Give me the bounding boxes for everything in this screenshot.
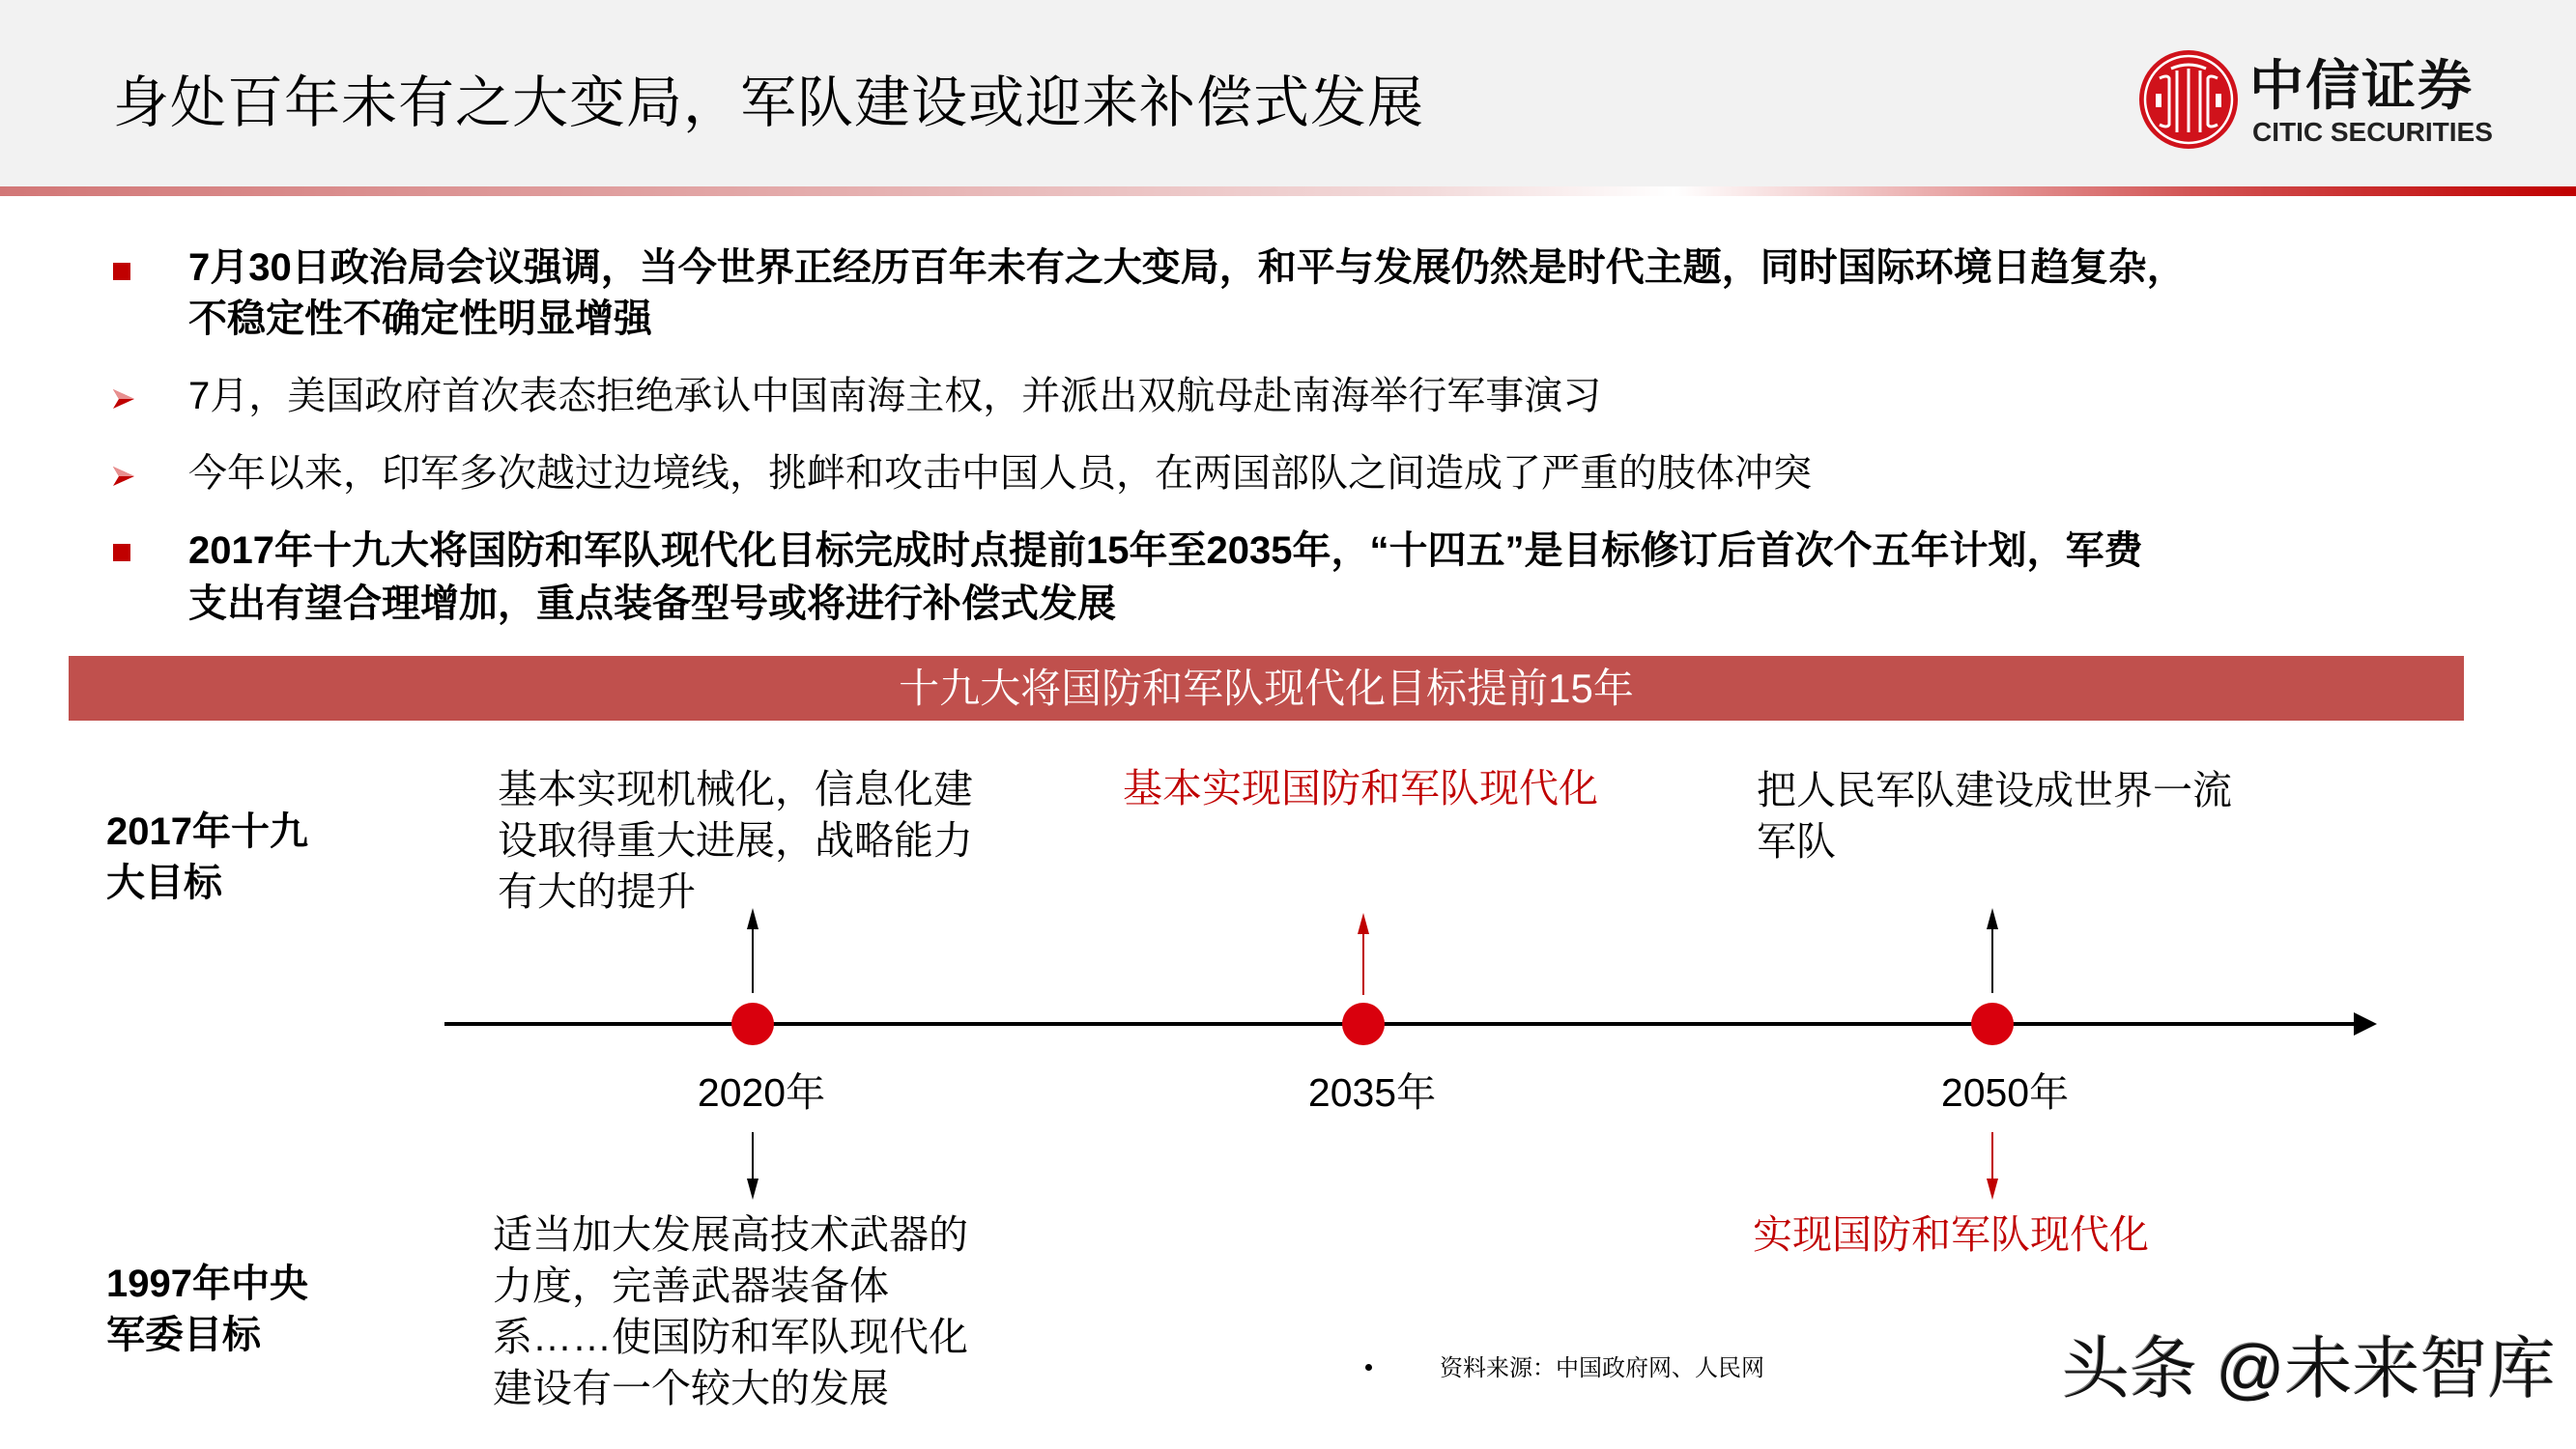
year-label-2050: 2050年 xyxy=(1940,1070,2070,1115)
goal-2035-upper: 基本实现国防和军队现代化 xyxy=(1123,766,1598,810)
sub-bullet-2: 今年以来，印军多次越过边境线，挑衅和攻击中国人员，在两国部队之间造成了严重的肢体冲突 xyxy=(188,452,1812,495)
goal-2050-upper-line-1: 把人民军队建设成世界一流 xyxy=(1757,768,2232,812)
logo-name-cn: 中信证券 xyxy=(2249,54,2474,118)
sub-bullet-1: 7月，美国政府首次表态拒绝承认中国南海主权，并派出双航母赴南海举行军事演习 xyxy=(188,375,1602,417)
row-label-1997-line-1: 1997年中央 xyxy=(106,1263,308,1305)
row-label-1997-line-2: 军委目标 xyxy=(106,1314,261,1356)
goal-2050-lower: 实现国防和军队现代化 xyxy=(1753,1212,2149,1257)
source-bullet-icon xyxy=(1365,1364,1372,1371)
page-title: 身处百年未有之大变局，军队建设或迎来补偿式发展 xyxy=(113,71,1425,134)
milestone-dot-2050 xyxy=(1971,1003,2014,1045)
row-label-2017-line-1: 2017年十九 xyxy=(106,810,308,853)
goal-2020-upper-line-1: 基本实现机械化，信息化建 xyxy=(498,767,973,811)
bullet-1-line-1: 7月30日政治局会议强调，当今世界正经历百年未有之大变局，和平与发展仍然是时代主题，同时国际环境日趋复杂， xyxy=(188,246,2186,289)
goal-2020-lower-line-2: 力度，完善武器装备体 xyxy=(493,1264,889,1308)
goal-2050-upper-line-2: 军队 xyxy=(1757,819,1836,864)
milestone-dot-2020 xyxy=(731,1003,774,1045)
year-label-2020: 2020年 xyxy=(697,1070,826,1115)
row-label-2017-line-2: 大目标 xyxy=(106,862,222,904)
milestone-dot-2035 xyxy=(1342,1003,1385,1045)
goal-2020-lower-line-3: 系……使国防和军队现代化 xyxy=(493,1315,968,1359)
logo-name-en: CITIC SECURITIES xyxy=(2252,117,2493,147)
bullet-1-line-2: 不稳定性不确定性明显增强 xyxy=(188,298,652,340)
goal-2020-upper-line-3: 有大的提升 xyxy=(498,869,696,914)
goal-2020-lower-line-4: 建设有一个较大的发展 xyxy=(493,1366,889,1410)
watermark: 头条 @未来智库 xyxy=(2062,1331,2556,1406)
goal-2020-lower-line-1: 适当加大发展高技术武器的 xyxy=(493,1212,968,1257)
bullet-2-line-1: 2017年十九大将国防和军队现代化目标完成时点提前15年至2035年，“十四五”是目标修订后首次个五年计划，军费 xyxy=(188,529,2143,572)
goal-2020-upper-line-2: 设取得重大进展，战略能力 xyxy=(498,818,973,863)
section-banner: 十九大将国防和军队现代化目标提前15年 xyxy=(69,656,2464,721)
bullet-2-line-2: 支出有望合理增加，重点装备型号或将进行补偿式发展 xyxy=(188,582,1116,625)
source-note: 资料来源：中国政府网、人民网 xyxy=(1440,1355,1764,1381)
year-label-2035: 2035年 xyxy=(1307,1070,1437,1115)
